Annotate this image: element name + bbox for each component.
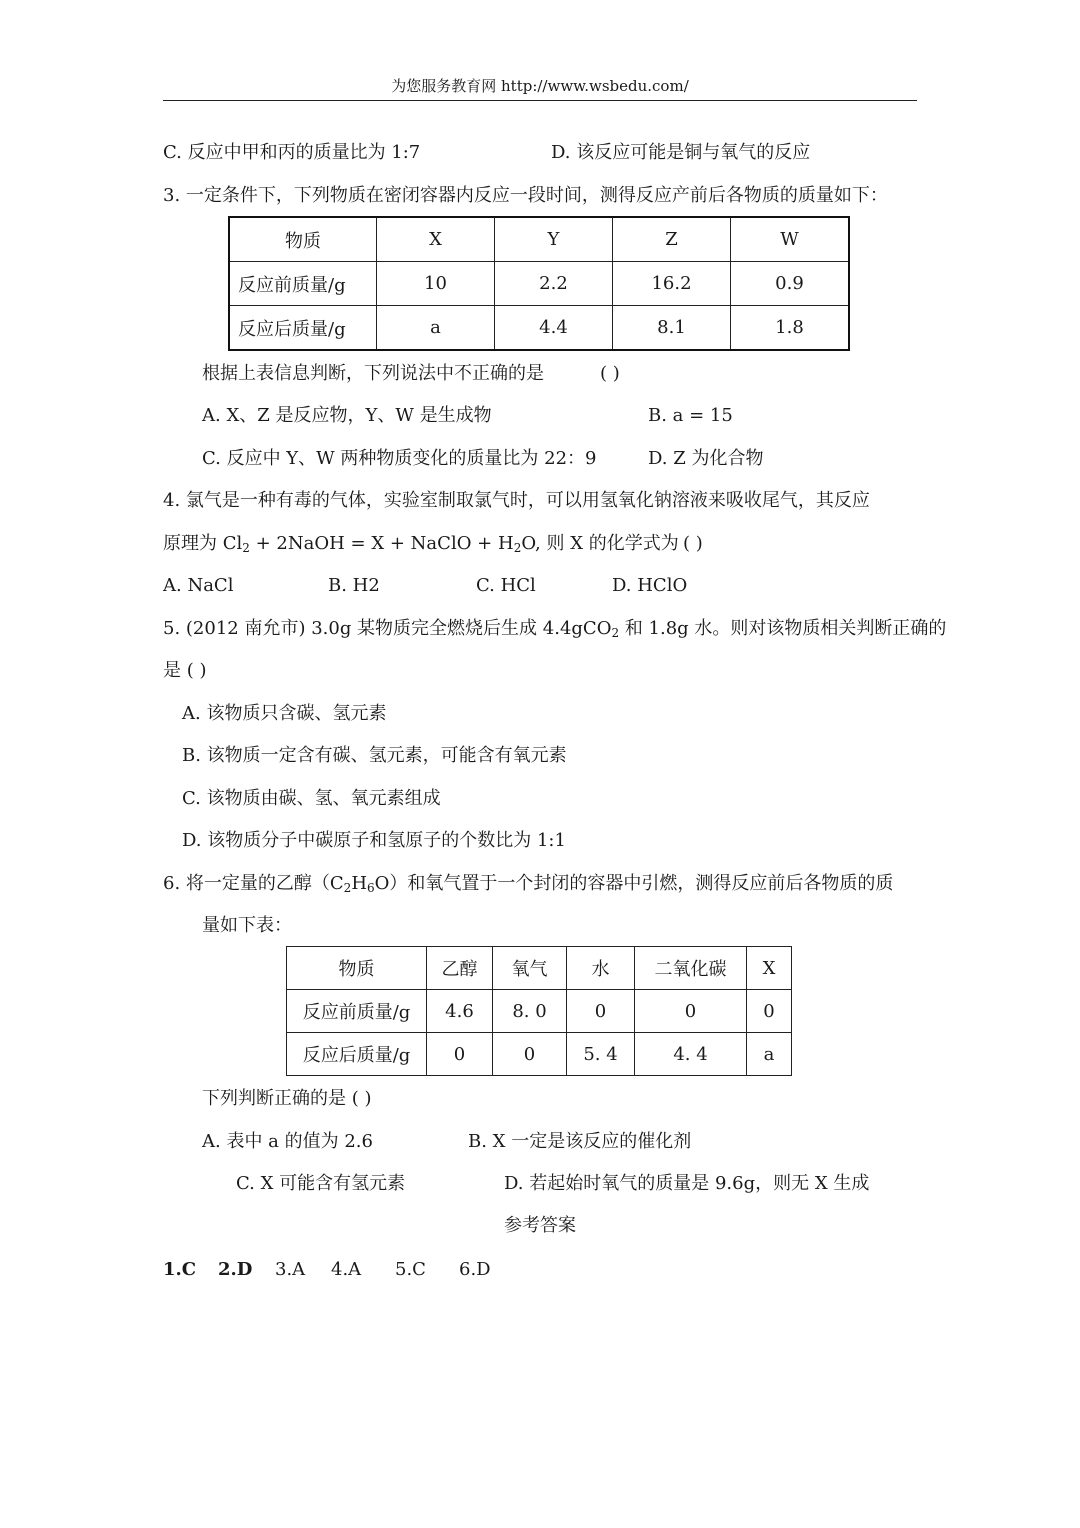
table-header-row xyxy=(287,947,792,990)
q5-option-c: C. 该物质由碳、氢、氧元素组成 xyxy=(182,788,441,809)
subscript: 2 xyxy=(611,626,620,640)
q2-option-c: C. 反应中甲和丙的质量比为 1:7 xyxy=(163,142,421,163)
answer-4: 4.A xyxy=(331,1259,362,1280)
table-header-row xyxy=(229,217,849,262)
table-cell: 二氧化碳 xyxy=(635,947,747,990)
answer-3: 3.A xyxy=(275,1259,306,1280)
q3-answer-paren: ( ) xyxy=(600,363,620,384)
table-cell: a xyxy=(747,1033,792,1076)
table-cell: 氧气 xyxy=(493,947,567,990)
q5-text: 和 1.8g 水。则对该物质相关判断正确的 xyxy=(619,618,947,639)
q3-question: 根据上表信息判断，下列说法中不正确的是 xyxy=(202,363,544,384)
table-cell: 8.1 xyxy=(613,306,731,351)
table-cell: 5. 4 xyxy=(567,1033,635,1076)
q4-stem-line1: 4. 氯气是一种有毒的气体，实验室制取氯气时，可以用氢氧化钠溶液来吸收尾气，其反应 xyxy=(163,490,870,511)
q4-answer-paren: ( ) xyxy=(683,533,703,554)
table-cell: Z xyxy=(613,217,731,262)
q6-option-d: D. 若起始时氧气的质量是 9.6g，则无 X 生成 xyxy=(504,1173,870,1194)
table-cell: X xyxy=(747,947,792,990)
table-cell: 物质 xyxy=(287,947,427,990)
table-cell: 0 xyxy=(635,990,747,1033)
subscript: 2 xyxy=(513,541,522,555)
answers-title: 参考答案 xyxy=(504,1215,576,1236)
table-cell: 10 xyxy=(377,262,495,306)
table-row xyxy=(229,262,849,306)
q4-stem-line2 xyxy=(163,532,679,556)
q3-stem: 3. 一定条件下，下列物质在密闭容器内反应一段时间，测得反应产前后各物质的质量如下： xyxy=(163,185,888,206)
answer-6: 6.D xyxy=(459,1259,491,1280)
q3-option-a: A. X、Z 是反应物，Y、W 是生成物 xyxy=(202,405,492,426)
q5-text: 5. (2012 南允市) 3.0g 某物质完全燃烧后生成 4.4gCO xyxy=(163,618,612,639)
table-cell: 反应前质量/g xyxy=(229,262,377,306)
answer-2: 2.D xyxy=(218,1259,253,1280)
header-rule xyxy=(163,100,917,101)
q3-table xyxy=(228,216,850,351)
q6-option-c: C. X 可能含有氢元素 xyxy=(236,1173,406,1194)
q6-text: H xyxy=(351,873,368,894)
q2-option-d: D. 该反应可能是铜与氧气的反应 xyxy=(551,142,811,163)
table-row xyxy=(287,990,792,1033)
subscript: 6 xyxy=(367,881,375,895)
q5-option-b: B. 该物质一定含有碳、氢元素，可能含有氧元素 xyxy=(182,745,567,766)
table-cell: 反应后质量/g xyxy=(287,1033,427,1076)
q5-stem-line2: 是 ( ) xyxy=(163,660,207,681)
q6-stem-line1 xyxy=(163,872,893,896)
q6-question: 下列判断正确的是 ( ) xyxy=(202,1088,372,1109)
table-cell: 乙醇 xyxy=(427,947,493,990)
q4-option-b: B. H2 xyxy=(328,575,380,596)
q5-option-d: D. 该物质分子中碳原子和氢原子的个数比为 1:1 xyxy=(182,830,566,851)
q4-text: 原理为 Cl xyxy=(163,533,243,554)
table-cell: W xyxy=(731,217,850,262)
table-cell: 物质 xyxy=(229,217,377,262)
q4-option-a: A. NaCl xyxy=(163,575,234,596)
table-cell: 反应前质量/g xyxy=(287,990,427,1033)
table-cell: 8. 0 xyxy=(493,990,567,1033)
q5-option-a: A. 该物质只含碳、氢元素 xyxy=(182,703,387,724)
answer-1: 1.C xyxy=(163,1259,197,1280)
table-cell: a xyxy=(377,306,495,351)
table-cell: 反应后质量/g xyxy=(229,306,377,351)
table-cell: 4.6 xyxy=(427,990,493,1033)
answer-5: 5.C xyxy=(395,1259,426,1280)
subscript: 2 xyxy=(343,881,352,895)
table-row xyxy=(287,1033,792,1076)
q5-stem-line1 xyxy=(163,617,946,641)
q6-text: O）和氧气置于一个封闭的容器中引燃，测得反应前后各物质的质 xyxy=(374,873,894,894)
q4-text: + 2NaOH = X + NaClO + H xyxy=(249,533,514,554)
q6-option-a: A. 表中 a 的值为 2.6 xyxy=(202,1131,373,1152)
q3-option-c: C. 反应中 Y、W 两种物质变化的质量比为 22：9 xyxy=(202,448,597,469)
table-cell: 水 xyxy=(567,947,635,990)
q6-table xyxy=(286,946,792,1076)
table-cell: 0 xyxy=(427,1033,493,1076)
q6-option-b: B. X 一定是该反应的催化剂 xyxy=(468,1131,692,1152)
q6-text: 6. 将一定量的乙醇（C xyxy=(163,873,344,894)
q4-text: O, 则 X 的化学式为 xyxy=(521,533,679,554)
q6-stem-line2: 量如下表： xyxy=(202,915,292,936)
table-cell: 0 xyxy=(567,990,635,1033)
table-cell: 2.2 xyxy=(495,262,613,306)
table-cell: 0.9 xyxy=(731,262,850,306)
table-row xyxy=(229,306,849,351)
q4-option-c: C. HCl xyxy=(476,575,536,596)
table-cell: X xyxy=(377,217,495,262)
table-cell: 16.2 xyxy=(613,262,731,306)
table-cell: 1.8 xyxy=(731,306,850,351)
table-cell: 4.4 xyxy=(495,306,613,351)
q3-option-d: D. Z 为化合物 xyxy=(648,448,764,469)
page-header: 为您服务教育网 http://www.wsbedu.com/ xyxy=(391,77,689,95)
table-cell: 4. 4 xyxy=(635,1033,747,1076)
q4-option-d: D. HClO xyxy=(612,575,688,596)
table-cell: 0 xyxy=(747,990,792,1033)
table-cell: 0 xyxy=(493,1033,567,1076)
table-cell: Y xyxy=(495,217,613,262)
subscript: 2 xyxy=(242,541,250,555)
q3-option-b: B. a = 15 xyxy=(648,405,733,426)
